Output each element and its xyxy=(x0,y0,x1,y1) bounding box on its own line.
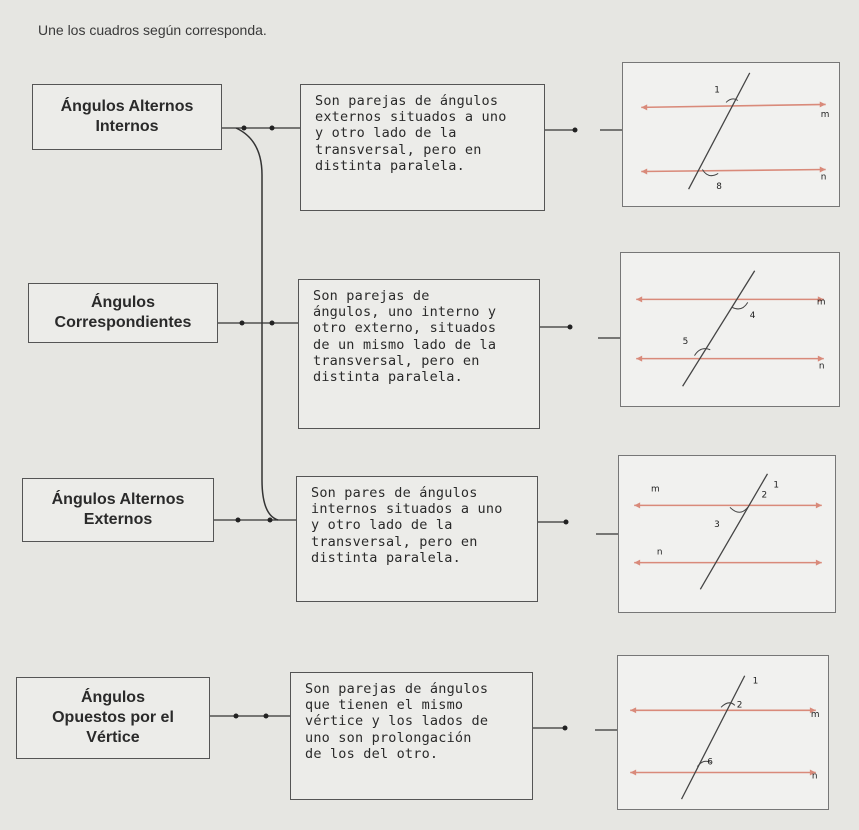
figure-2-label-2: 5 xyxy=(682,336,689,347)
dot-term-4 xyxy=(234,714,239,719)
figure-4-label-2: m xyxy=(810,710,820,721)
figure-box-2[interactable] xyxy=(620,252,840,407)
dot-def-1 xyxy=(573,128,578,133)
figure-1-drawing xyxy=(623,63,839,206)
figure-3-label-2: 1 xyxy=(773,480,780,491)
definition-box-3[interactable]: Son pares de ángulos internos situados a uno y otro lado de la transversal, pero en distinta paralela. xyxy=(296,476,538,602)
figure-1-label-1: m xyxy=(820,110,830,121)
figure-3-label-4: n xyxy=(656,547,663,558)
figure-box-3[interactable] xyxy=(618,455,836,613)
figure-box-4[interactable] xyxy=(617,655,829,810)
figure-3-label-3: 3 xyxy=(714,520,720,531)
term-box-alternos-internos[interactable]: Ángulos Alternos Internos xyxy=(32,84,222,150)
figure-4-label-1: 2 xyxy=(736,700,743,711)
figure-2-label-1: 4 xyxy=(749,311,756,322)
instruction-text: Une los cuadros según corresponda. xyxy=(38,22,267,38)
figure-4-label-4: n xyxy=(811,771,818,782)
dot-term-3b xyxy=(268,518,273,523)
definition-box-1[interactable]: Son parejas de ángulos externos situados a uno y otro lado de la transversal, pero en distinta paralela. xyxy=(300,84,545,211)
figure-2-drawing xyxy=(621,253,839,406)
term-box-correspondientes[interactable]: Ángulos Correspondientes xyxy=(28,283,218,343)
figure-box-1[interactable] xyxy=(622,62,840,207)
dot-term-2 xyxy=(240,321,245,326)
figure-4-drawing xyxy=(618,656,828,809)
figure-1-label-0: 1 xyxy=(714,85,720,96)
definition-box-2[interactable]: Son parejas de ángulos, uno interno y otro externo, situados de un mismo lado de la transversal, pero en distinta paralela. xyxy=(298,279,540,429)
dot-term-3 xyxy=(236,518,241,523)
dot-term-1 xyxy=(242,126,247,131)
figure-3-label-0: m xyxy=(650,484,660,495)
definition-box-4[interactable]: Son parejas de ángulos que tienen el mismo vértice y los lados de uno son prolongación de los del otro. xyxy=(290,672,533,800)
figure-2-label-3: n xyxy=(818,361,825,372)
figure-1-label-2: n xyxy=(820,172,827,183)
figure-4-label-0: 1 xyxy=(752,676,759,687)
dot-term-2b xyxy=(270,321,275,326)
figure-3-drawing xyxy=(619,456,835,612)
figure-2-label-0: m xyxy=(816,297,826,308)
term-box-opuestos-vertice[interactable]: Ángulos Opuestos por el Vértice xyxy=(16,677,210,759)
dot-term-4b xyxy=(264,714,269,719)
figure-4-label-3: 6 xyxy=(707,757,713,768)
dot-def-3 xyxy=(564,520,569,525)
dot-term-1b xyxy=(270,126,275,131)
figure-1-label-3: 8 xyxy=(716,182,722,193)
term-box-alternos-externos[interactable]: Ángulos Alternos Externos xyxy=(22,478,214,542)
figure-3-label-1: 2 xyxy=(761,490,768,501)
dot-def-4 xyxy=(563,726,568,731)
dot-def-2 xyxy=(568,325,573,330)
